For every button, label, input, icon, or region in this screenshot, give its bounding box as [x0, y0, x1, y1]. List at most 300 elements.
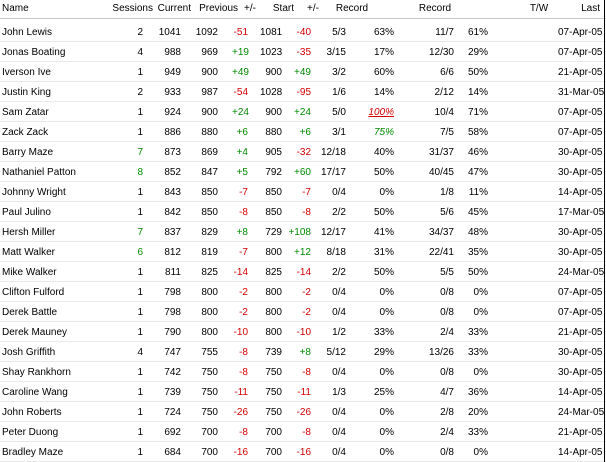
- cell-name: Paul Julino: [2, 207, 51, 218]
- cell-pct2: 71%: [467, 107, 488, 118]
- cell-rec: 1/3: [332, 387, 346, 398]
- cell-name: Hersh Miller: [2, 227, 56, 238]
- cell-current: 949: [164, 67, 181, 78]
- header-diff1: +/-: [244, 3, 256, 14]
- cell-rec: 0/4: [332, 407, 346, 418]
- right-border: [604, 0, 605, 462]
- cell-pct: 33%: [373, 327, 394, 338]
- cell-current: 739: [164, 387, 181, 398]
- cell-last: 07-Apr-05: [558, 107, 603, 118]
- cell-start: 729: [265, 227, 282, 238]
- cell-sessions: 2: [137, 87, 143, 98]
- cell-previous: 900: [201, 107, 218, 118]
- header-diff2: +/-: [307, 3, 319, 14]
- cell-current: 747: [164, 347, 181, 358]
- cell-start: 739: [265, 347, 282, 358]
- cell-pct2: 46%: [467, 147, 488, 158]
- table-row: [0, 442, 606, 462]
- cell-name: Nathaniel Patton: [2, 167, 76, 178]
- cell-previous: 700: [201, 447, 218, 458]
- cell-sessions: 1: [137, 207, 143, 218]
- cell-start: 700: [265, 447, 282, 458]
- cell-rec: 3/15: [326, 47, 346, 58]
- cell-pct: 40%: [373, 147, 394, 158]
- cell-sessions: 1: [137, 287, 143, 298]
- cell-previous: 825: [201, 267, 218, 278]
- cell-name: John Roberts: [2, 407, 62, 418]
- cell-current: 1041: [158, 27, 181, 38]
- header-divider: [0, 18, 606, 19]
- cell-diff1: -2: [239, 307, 248, 318]
- cell-previous: 800: [201, 287, 218, 298]
- cell-last: 14-Apr-05: [558, 387, 603, 398]
- cell-pct: 0%: [379, 367, 394, 378]
- cell-current: 988: [164, 47, 181, 58]
- cell-current: 886: [164, 127, 181, 138]
- cell-pct2: 35%: [467, 247, 488, 258]
- cell-pct2: 33%: [467, 347, 488, 358]
- cell-rec: 5/3: [332, 27, 346, 38]
- cell-diff1: -11: [234, 387, 248, 398]
- cell-start: 850: [265, 207, 282, 218]
- cell-name: Peter Duong: [2, 427, 59, 438]
- cell-previous: 750: [201, 367, 218, 378]
- cell-last: 07-Apr-05: [558, 307, 603, 318]
- cell-rec2: 11/7: [435, 27, 454, 38]
- cell-current: 933: [164, 87, 181, 98]
- table-row: [0, 282, 606, 302]
- cell-start: 750: [265, 387, 282, 398]
- cell-sessions: 1: [137, 267, 143, 278]
- cell-name: Barry Maze: [2, 147, 54, 158]
- table-row: [0, 202, 606, 222]
- table-row: [0, 22, 606, 42]
- table-row: [0, 422, 606, 442]
- cell-diff2: +49: [294, 67, 311, 78]
- cell-diff1: -54: [233, 87, 248, 98]
- cell-start: 1028: [260, 87, 283, 98]
- cell-last: 31-Mar-05: [558, 87, 605, 98]
- cell-diff1: -14: [233, 267, 248, 278]
- cell-previous: 755: [201, 347, 218, 358]
- cell-name: Jonas Boating: [2, 47, 66, 58]
- cell-rec2: 34/37: [428, 227, 454, 238]
- cell-diff1: -8: [239, 207, 248, 218]
- cell-diff1: -8: [239, 347, 248, 358]
- cell-current: 798: [164, 307, 181, 318]
- cell-pct: 25%: [373, 387, 394, 398]
- header-previous: Previous: [199, 3, 238, 14]
- cell-last: 17-Mar-05: [558, 207, 605, 218]
- cell-rec: 3/2: [332, 67, 346, 78]
- cell-diff2: -8: [302, 427, 311, 438]
- cell-diff2: +12: [294, 247, 311, 258]
- cell-diff1: -7: [239, 187, 248, 198]
- cell-current: 842: [164, 207, 181, 218]
- cell-start: 792: [265, 167, 282, 178]
- cell-previous: 829: [201, 227, 218, 238]
- cell-rec2: 2/8: [440, 407, 454, 418]
- cell-rec: 0/4: [332, 367, 346, 378]
- cell-last: 21-Apr-05: [558, 427, 603, 438]
- cell-pct2: 58%: [467, 127, 488, 138]
- cell-pct2: 29%: [467, 47, 488, 58]
- cell-diff2: -26: [296, 407, 311, 418]
- header-last: Last: [581, 3, 600, 14]
- cell-previous: 1092: [195, 27, 218, 38]
- cell-rec2: 40/45: [428, 167, 454, 178]
- cell-previous: 750: [201, 387, 218, 398]
- cell-rec2: 5/6: [440, 207, 454, 218]
- cell-pct: 50%: [373, 267, 394, 278]
- cell-last: 30-Apr-05: [558, 367, 603, 378]
- cell-sessions: 7: [137, 147, 143, 158]
- cell-last: 07-Apr-05: [558, 47, 603, 58]
- cell-last: 21-Apr-05: [558, 67, 603, 78]
- cell-previous: 850: [201, 207, 218, 218]
- cell-rec2: 31/37: [428, 147, 454, 158]
- cell-name: Shay Rankhorn: [2, 367, 71, 378]
- cell-name: Josh Griffith: [2, 347, 56, 358]
- cell-start: 1081: [260, 27, 283, 38]
- table-row: [0, 62, 606, 82]
- cell-previous: 850: [201, 187, 218, 198]
- header-name: Name: [2, 3, 29, 14]
- cell-current: 843: [164, 187, 181, 198]
- cell-rec: 5/0: [332, 107, 346, 118]
- cell-start: 900: [265, 67, 282, 78]
- cell-rec: 12/18: [320, 147, 346, 158]
- cell-rec: 3/1: [332, 127, 346, 138]
- cell-pct2: 20%: [467, 407, 488, 418]
- cell-name: Derek Battle: [2, 307, 58, 318]
- cell-rec: 5/12: [326, 347, 346, 358]
- table-row: [0, 322, 606, 342]
- cell-rec: 0/4: [332, 187, 346, 198]
- cell-start: 880: [265, 127, 282, 138]
- cell-previous: 900: [201, 67, 218, 78]
- cell-pct2: 0%: [473, 447, 488, 458]
- cell-pct: 0%: [379, 407, 394, 418]
- cell-pct: 50%: [373, 207, 394, 218]
- cell-start: 800: [265, 307, 282, 318]
- cell-pct: 0%: [379, 307, 394, 318]
- cell-pct2: 50%: [467, 67, 488, 78]
- cell-name: Matt Walker: [2, 247, 55, 258]
- cell-diff1: -26: [233, 407, 248, 418]
- cell-previous: 869: [201, 147, 218, 158]
- cell-pct: 0%: [379, 447, 394, 458]
- cell-diff2: -32: [296, 147, 311, 158]
- table-row: [0, 182, 606, 202]
- cell-pct: 41%: [373, 227, 394, 238]
- cell-previous: 800: [201, 327, 218, 338]
- header-sessions: Sessions: [112, 3, 153, 14]
- table-row: [0, 82, 606, 102]
- table-row: [0, 42, 606, 62]
- cell-previous: 880: [201, 127, 218, 138]
- table-row: [0, 122, 606, 142]
- cell-diff2: +60: [294, 167, 311, 178]
- cell-pct: 50%: [373, 167, 394, 178]
- cell-rec2: 22/41: [428, 247, 454, 258]
- cell-name: Johnny Wright: [2, 187, 66, 198]
- cell-last: 07-Apr-05: [558, 287, 603, 298]
- cell-sessions: 4: [137, 47, 143, 58]
- cell-pct: 29%: [373, 347, 394, 358]
- cell-last: 14-Apr-05: [558, 187, 603, 198]
- cell-current: 798: [164, 287, 181, 298]
- header-tw: T/W: [529, 3, 549, 14]
- header-record2: Record: [418, 3, 452, 14]
- cell-pct2: 11%: [468, 187, 488, 198]
- cell-name: Zack Zack: [2, 127, 49, 138]
- cell-sessions: 1: [137, 327, 143, 338]
- cell-last: 30-Apr-05: [558, 147, 603, 158]
- cell-pct2: 61%: [467, 27, 488, 38]
- cell-diff2: -2: [302, 307, 311, 318]
- cell-pct2: 36%: [467, 387, 488, 398]
- cell-diff1: -10: [233, 327, 248, 338]
- cell-diff2: -7: [302, 187, 311, 198]
- cell-rec2: 12/30: [428, 47, 454, 58]
- cell-current: 837: [164, 227, 181, 238]
- cell-diff2: -11: [297, 387, 311, 398]
- cell-rec2: 2/12: [434, 87, 454, 98]
- cell-last: 07-Apr-05: [558, 127, 603, 138]
- cell-start: 900: [265, 107, 282, 118]
- header-record1: Record: [335, 3, 369, 14]
- cell-rec2: 0/8: [440, 447, 454, 458]
- cell-previous: 847: [201, 167, 218, 178]
- cell-rec2: 0/8: [440, 307, 454, 318]
- cell-diff1: -8: [239, 427, 248, 438]
- cell-pct2: 47%: [467, 167, 488, 178]
- cell-diff2: +24: [294, 107, 311, 118]
- cell-rec: 0/4: [332, 427, 346, 438]
- cell-pct: 0%: [379, 187, 394, 198]
- cell-diff2: +108: [288, 227, 311, 238]
- cell-rec: 12/17: [320, 227, 346, 238]
- cell-diff2: -16: [296, 447, 311, 458]
- cell-rec2: 1/8: [440, 187, 454, 198]
- cell-pct2: 14%: [467, 87, 488, 98]
- cell-sessions: 1: [137, 427, 143, 438]
- cell-current: 873: [164, 147, 181, 158]
- cell-rec: 1/2: [332, 327, 346, 338]
- cell-sessions: 1: [137, 367, 143, 378]
- cell-rec2: 7/5: [440, 127, 454, 138]
- cell-diff2: +8: [299, 347, 311, 358]
- cell-sessions: 6: [137, 247, 143, 258]
- cell-start: 850: [265, 187, 282, 198]
- cell-pct: 0%: [379, 287, 394, 298]
- table-row: [0, 402, 606, 422]
- cell-pct: 60%: [373, 67, 394, 78]
- cell-pct: 0%: [379, 427, 394, 438]
- cell-rec2: 0/8: [440, 367, 454, 378]
- cell-sessions: 1: [137, 387, 143, 398]
- cell-rec2: 2/4: [440, 427, 454, 438]
- cell-name: Justin King: [2, 87, 51, 98]
- cell-rec2: 2/4: [440, 327, 454, 338]
- cell-rec2: 0/8: [440, 287, 454, 298]
- cell-diff1: -2: [239, 287, 248, 298]
- cell-pct: 75%: [373, 127, 394, 138]
- header-current: Current: [157, 3, 191, 14]
- cell-previous: 987: [201, 87, 218, 98]
- cell-diff1: -7: [239, 247, 248, 258]
- cell-start: 800: [265, 327, 282, 338]
- cell-sessions: 1: [137, 447, 143, 458]
- cell-rec: 1/6: [332, 87, 346, 98]
- cell-pct2: 33%: [467, 327, 488, 338]
- table-row: [0, 342, 606, 362]
- cell-pct: 14%: [373, 87, 394, 98]
- cell-current: 790: [164, 327, 181, 338]
- header-start: Start: [272, 3, 294, 14]
- cell-start: 825: [265, 267, 282, 278]
- cell-sessions: 1: [137, 187, 143, 198]
- cell-current: 724: [164, 407, 181, 418]
- cell-current: 812: [164, 247, 181, 258]
- cell-last: 30-Apr-05: [558, 347, 603, 358]
- cell-sessions: 1: [137, 107, 143, 118]
- cell-current: 684: [164, 447, 181, 458]
- cell-diff1: -16: [233, 447, 248, 458]
- cell-previous: 700: [201, 427, 218, 438]
- cell-pct2: 0%: [473, 287, 488, 298]
- cell-rec2: 13/26: [428, 347, 454, 358]
- cell-pct: 17%: [373, 47, 394, 58]
- cell-start: 800: [265, 247, 282, 258]
- cell-name: Bradley Maze: [2, 447, 64, 458]
- cell-previous: 819: [201, 247, 218, 258]
- cell-last: 24-Mar-05: [558, 407, 605, 418]
- cell-diff1: +24: [232, 107, 249, 118]
- cell-diff1: +4: [236, 147, 248, 158]
- cell-pct2: 45%: [467, 207, 488, 218]
- cell-current: 811: [165, 267, 181, 278]
- table-row: [0, 222, 606, 242]
- cell-previous: 969: [201, 47, 218, 58]
- cell-rec: 17/17: [320, 167, 346, 178]
- cell-previous: 800: [201, 307, 218, 318]
- cell-rec2: 6/6: [440, 67, 454, 78]
- cell-sessions: 8: [137, 167, 143, 178]
- cell-rec: 0/4: [332, 447, 346, 458]
- table-row: [0, 142, 606, 162]
- cell-pct: 63%: [373, 27, 394, 38]
- cell-rec2: 5/5: [440, 267, 454, 278]
- cell-sessions: 4: [137, 347, 143, 358]
- cell-current: 692: [164, 427, 181, 438]
- cell-start: 1023: [260, 47, 283, 58]
- cell-pct2: 33%: [467, 427, 488, 438]
- table-row: [0, 102, 606, 122]
- table-row: [0, 162, 606, 182]
- cell-pct2: 50%: [467, 267, 488, 278]
- cell-last: 30-Apr-05: [558, 247, 603, 258]
- cell-sessions: 1: [137, 307, 143, 318]
- cell-sessions: 1: [137, 67, 143, 78]
- cell-sessions: 7: [137, 227, 143, 238]
- table-row: [0, 242, 606, 262]
- cell-name: Derek Mauney: [2, 327, 68, 338]
- cell-diff1: +19: [232, 47, 249, 58]
- cell-diff2: -40: [296, 27, 311, 38]
- cell-rec: 2/2: [332, 267, 346, 278]
- cell-name: John Lewis: [2, 27, 53, 38]
- cell-previous: 750: [201, 407, 218, 418]
- cell-diff2: +6: [299, 127, 311, 138]
- cell-diff2: -8: [302, 207, 311, 218]
- cell-start: 750: [265, 367, 282, 378]
- cell-current: 924: [164, 107, 181, 118]
- cell-last: 07-Apr-05: [558, 27, 603, 38]
- cell-current: 852: [164, 167, 181, 178]
- cell-diff1: +6: [236, 127, 248, 138]
- cell-rec2: 4/7: [440, 387, 454, 398]
- cell-pct2: 0%: [473, 307, 488, 318]
- cell-diff1: +49: [232, 67, 249, 78]
- cell-diff1: -51: [233, 27, 248, 38]
- cell-last: 14-Apr-05: [558, 447, 603, 458]
- cell-last: 21-Apr-05: [558, 327, 603, 338]
- table-row: [0, 362, 606, 382]
- cell-diff2: -35: [296, 47, 311, 58]
- cell-diff2: -95: [296, 87, 311, 98]
- cell-rec: 8/18: [326, 247, 346, 258]
- cell-name: Sam Zatar: [2, 107, 49, 118]
- cell-last: 30-Apr-05: [558, 227, 603, 238]
- cell-diff1: -8: [239, 367, 248, 378]
- table-row: [0, 262, 606, 282]
- cell-name: Mike Walker: [2, 267, 57, 278]
- cell-pct2: 0%: [473, 367, 488, 378]
- cell-pct: 31%: [373, 247, 394, 258]
- cell-last: 24-Mar-05: [558, 267, 605, 278]
- cell-start: 905: [265, 147, 282, 158]
- cell-rec2: 10/4: [434, 107, 454, 118]
- cell-start: 800: [265, 287, 282, 298]
- cell-sessions: 1: [137, 127, 143, 138]
- cell-last: 30-Apr-05: [558, 167, 603, 178]
- cell-diff2: -8: [302, 367, 311, 378]
- cell-pct2: 48%: [467, 227, 488, 238]
- cell-name: Caroline Wang: [2, 387, 68, 398]
- table-header-row: [0, 0, 606, 18]
- cell-diff2: -10: [296, 327, 311, 338]
- cell-start: 750: [265, 407, 282, 418]
- cell-diff1: +5: [236, 167, 248, 178]
- cell-sessions: 1: [137, 407, 143, 418]
- cell-rec: 0/4: [332, 287, 346, 298]
- cell-diff2: -14: [296, 267, 311, 278]
- cell-sessions: 2: [137, 27, 143, 38]
- cell-current: 742: [164, 367, 181, 378]
- cell-start: 700: [265, 427, 282, 438]
- cell-diff1: +8: [236, 227, 248, 238]
- cell-name: Clifton Fulford: [2, 287, 65, 298]
- cell-diff2: -2: [302, 287, 311, 298]
- table-row: [0, 302, 606, 322]
- cell-rec: 2/2: [332, 207, 346, 218]
- table-row: [0, 382, 606, 402]
- cell-pct: 100%: [368, 107, 394, 118]
- cell-rec: 0/4: [332, 307, 346, 318]
- cell-name: Iverson Ive: [2, 67, 51, 78]
